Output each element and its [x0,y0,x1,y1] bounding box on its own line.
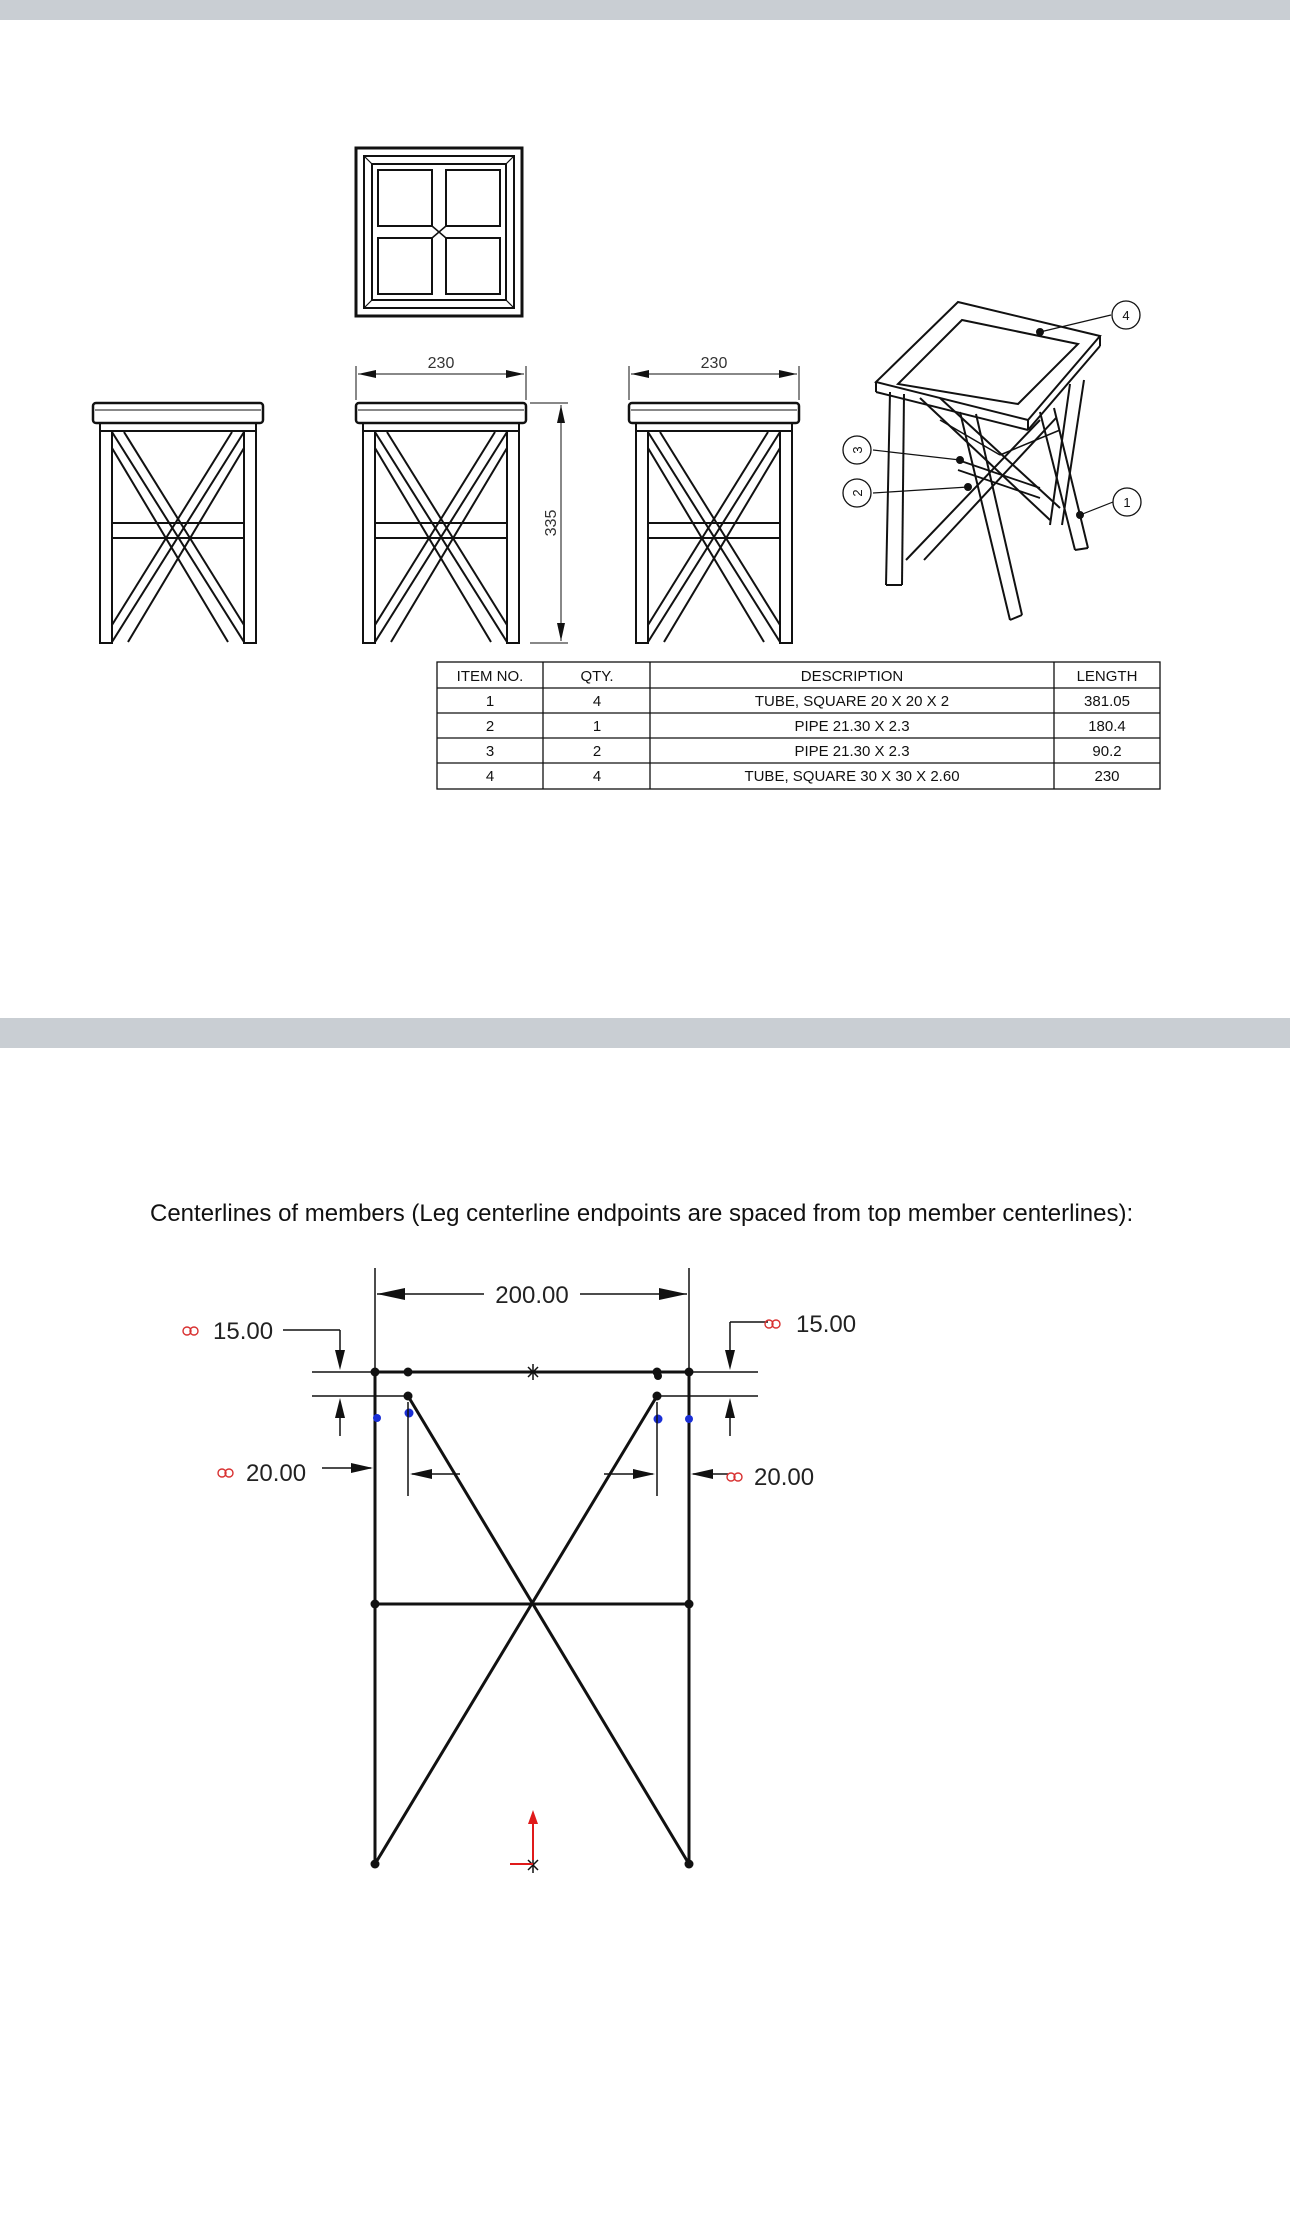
bom-cell: 230 [1094,768,1120,785]
top-view [356,148,522,316]
bom-header-row [457,668,1138,685]
bom-cell: TUBE, SQUARE 30 X 30 X 2.60 [744,768,960,785]
sketch-dimension-lines [283,1268,768,1496]
dimension-lines [356,366,799,643]
sketch-dimension-arrows [335,1288,735,1479]
engineering-drawing [0,0,1290,1000]
bom-table [437,662,1160,789]
width-dimension-label: 230 [427,355,455,372]
dimension-link-icon [183,1327,198,1335]
bom-cell: TUBE, SQUARE 20 X 20 X 2 [754,693,950,710]
section-divider-band [0,1018,1290,1048]
isometric-view [876,302,1100,620]
side-view-right [629,403,799,643]
bom-cell: 90.2 [1092,743,1122,760]
bom-cell: PIPE 21.30 X 2.3 [794,743,910,760]
table-row [486,743,1122,760]
bom-cell: 2 [485,718,495,735]
bom-cell: 4 [592,768,602,785]
width-dimension-label: 230 [700,355,728,372]
balloon-4-label: 4 [1122,308,1130,323]
dimension-link-icon [765,1320,780,1328]
bom-header-qty: QTY. [580,668,614,685]
bom-cell: 2 [592,743,602,760]
balloon-1-label: 1 [1123,495,1131,510]
table-row [486,718,1126,735]
section-caption: Centerlines of members (Leg centerline endpoints are spaced from top member centerlines): [150,1200,1134,1227]
dimension-link-icon [727,1473,742,1481]
balloon-3-label: 3 [850,446,865,454]
bom-header-item-no: ITEM NO. [456,668,524,685]
table-row [486,693,1130,710]
origin-marker [510,1810,538,1864]
balloon-2-label: 2 [850,489,865,497]
height-dimension-label: 335 [543,509,560,537]
overall-width-dimension: 200.00 [495,1282,569,1309]
bom-cell: PIPE 21.30 X 2.3 [794,718,910,735]
side-view-left [93,403,263,643]
sketch-relation-points [373,1372,693,1424]
right-leg-offset-dimension: 20.00 [754,1464,815,1491]
bom-cell: 1 [592,718,602,735]
sketch-geometry [375,1372,689,1864]
table-row [486,768,1120,785]
dimension-link-icon [218,1469,233,1477]
side-view-middle [356,403,526,643]
bom-cell: 4 [592,693,602,710]
right-top-offset-dimension: 15.00 [796,1311,857,1338]
bom-header-length: LENGTH [1076,668,1138,685]
bom-cell: 3 [485,743,495,760]
bom-header-description: DESCRIPTION [800,668,904,685]
bom-cell: 180.4 [1088,718,1126,735]
left-top-offset-dimension: 15.00 [213,1318,274,1345]
left-leg-offset-dimension: 20.00 [246,1460,307,1487]
bom-cell: 4 [485,768,495,785]
bom-cell: 381.05 [1084,693,1130,710]
bom-cell: 1 [485,693,495,710]
